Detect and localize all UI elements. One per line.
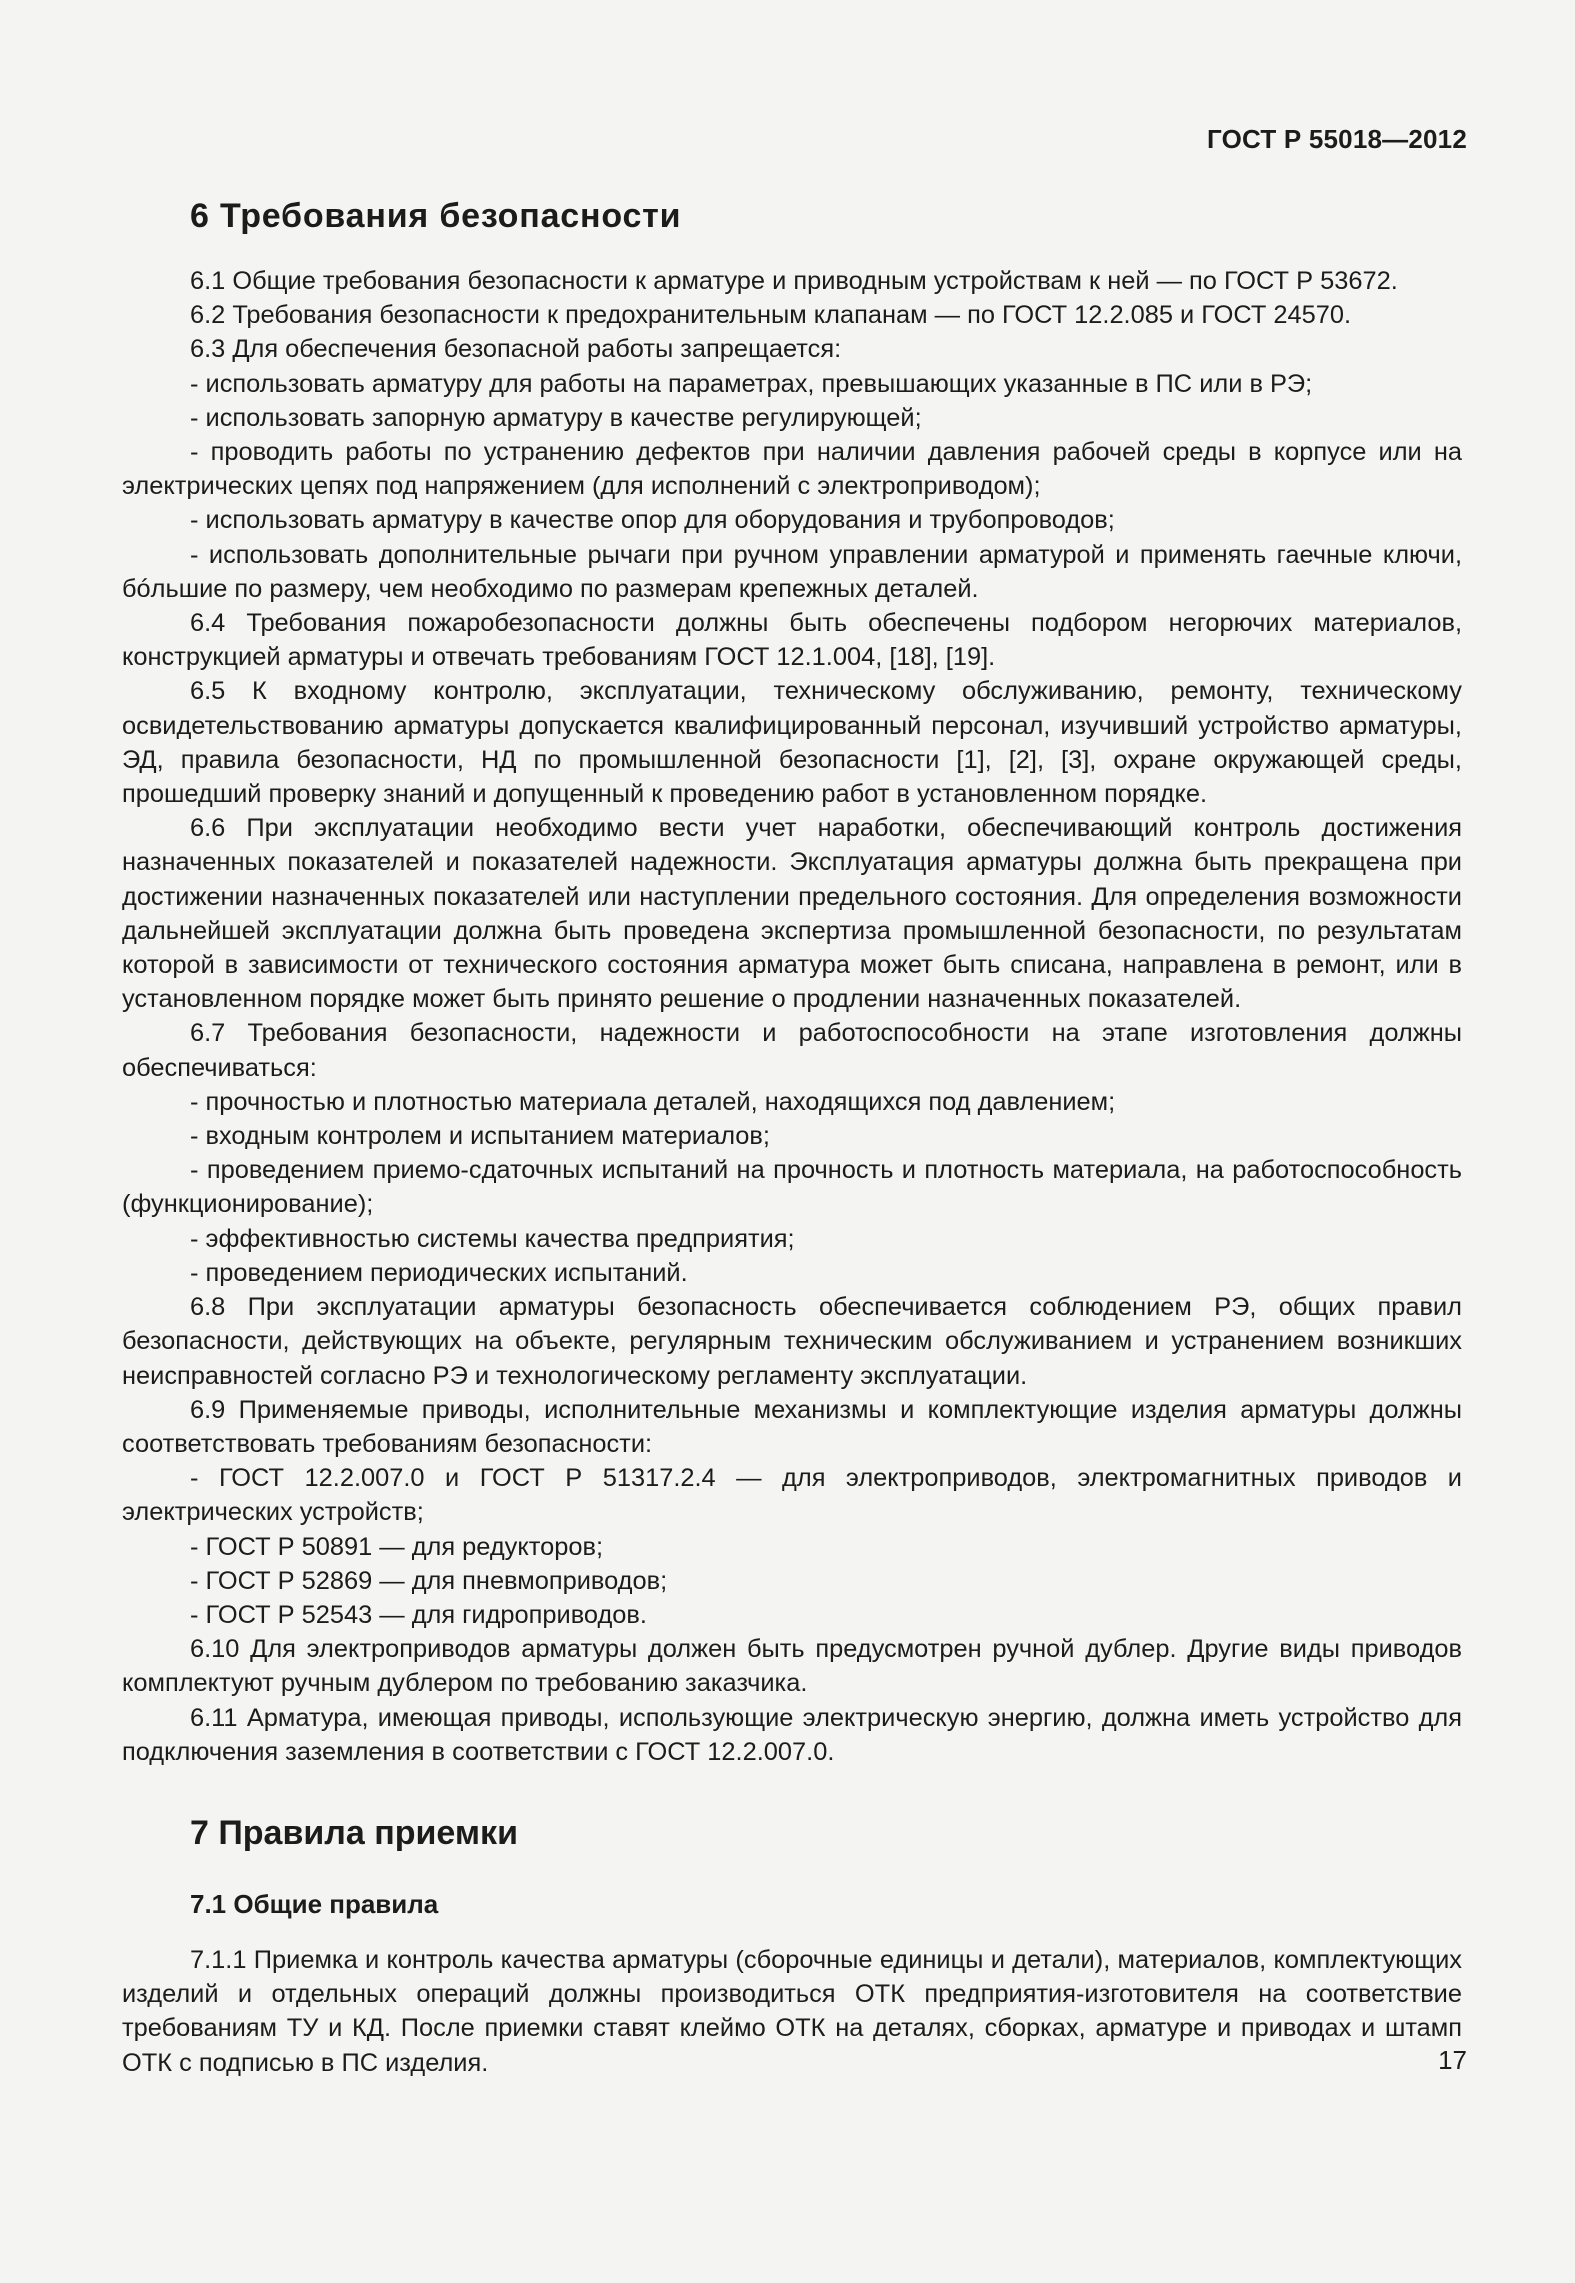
- section-6-heading: 6 Требования безопасности: [190, 197, 682, 235]
- paragraph-6-6: 6.6 При эксплуатации необходимо вести учет наработки, обеспечивающий контроль достижения назначенных показателей и показателей надежности. Эксплуатация арматуры должна быть прекращена при достижении назначенных показателей или наступлении предельного состояния. Для определения возможности дальнейшей эксплуатации должна быть проведена экспертиза промышленной безопасности, по результатам которой в зависимости от технического состояния арматура может быть списана, направлена в ремонт, или в установленном порядке может быть принято решение о продлении назначенных показателей.: [122, 814, 1462, 1014]
- list-item: - прочностью и плотностью материала деталей, находящихся под давлением;: [190, 1087, 1116, 1116]
- list-item: - ГОСТ Р 52869 — для пневмоприводов;: [190, 1566, 668, 1595]
- paragraph-6-1: 6.1 Общие требования безопасности к арматуре и приводным устройствам к ней — по ГОСТ Р 53672.: [190, 267, 1398, 295]
- paragraph-6-7: 6.7 Требования безопасности, надежности и работоспособности на этапе изготовления должны обеспечиваться:: [122, 1019, 1462, 1082]
- list-item: - использовать дополнительные рычаги при ручном управлении арматурой и применять гаечные ключи, бóльшие по размеру, чем необходимо по размерам крепежных деталей.: [122, 540, 1462, 603]
- paragraph-6-3: 6.3 Для обеспечения безопасной работы запрещается:: [190, 335, 842, 364]
- paragraph-6-10: 6.10 Для электроприводов арматуры должен быть предусмотрен ручной дублер. Другие виды приводов комплектуют ручным дублером по требованию заказчика.: [122, 1635, 1462, 1698]
- document-code-header: ГОСТ Р 55018—2012: [1207, 124, 1467, 154]
- page-number: 17: [1438, 2045, 1467, 2075]
- list-item: - проведением приемо-сдаточных испытаний на прочность и плотность материала, на работоспособность (функционирование);: [122, 1156, 1462, 1219]
- list-item: - использовать арматуру для работы на параметрах, превышающих указанные в ПС или в РЭ;: [190, 369, 1313, 398]
- list-item: - эффективностью системы качества предприятия;: [190, 1224, 795, 1253]
- list-item: - проведением периодических испытаний.: [190, 1258, 688, 1287]
- list-item: - использовать арматуру в качестве опор для оборудования и трубопроводов;: [190, 506, 1115, 535]
- paragraph-6-11: 6.11 Арматура, имеющая приводы, использующие электрическую энергию, должна иметь устройство для подключения заземления в соответствии с ГОСТ 12.2.007.0.: [122, 1703, 1462, 1766]
- paragraph-6-8: 6.8 При эксплуатации арматуры безопасность обеспечивается соблюдением РЭ, общих правил безопасности, действующих на объекте, регулярным техническим обслуживанием и устранением возникших неисправностей согласно РЭ и технологическому регламенту эксплуатации.: [122, 1293, 1462, 1390]
- paragraph-6-2: 6.2 Требования безопасности к предохранительным клапанам — по ГОСТ 12.2.085 и ГОСТ 24570.: [190, 301, 1352, 330]
- paragraph-6-4: 6.4 Требования пожаробезопасности должны быть обеспечены подбором негорючих материалов, конструкцией арматуры и отвечать требованиям ГОСТ 12.1.004, [18], [19].: [122, 609, 1462, 672]
- list-item: - проводить работы по устранению дефектов при наличии давления рабочей среды в корпусе или на электрических цепях под напряжением (для исполнений с электроприводом);: [122, 438, 1462, 501]
- list-item: - входным контролем и испытанием материалов;: [190, 1122, 770, 1151]
- subsection-7-1-heading: 7.1 Общие правила: [190, 1888, 439, 1919]
- list-item: - ГОСТ Р 50891 — для редукторов;: [190, 1532, 604, 1561]
- paragraph-6-5: 6.5 К входному контролю, эксплуатации, техническому обслуживанию, ремонту, техническому освидетельствованию арматуры допускается квалифицированный персонал, изучивший устройство арматуры, ЭД, правила безопасности, НД по промышленной безопасности [1], [2], [3], охране окружающей среды, прошедший проверку знаний и допущенный к проведению работ в установленном порядке.: [122, 677, 1462, 809]
- section-7-heading: 7 Правила приемки: [190, 1813, 518, 1852]
- paragraph-7-1-1: 7.1.1 Приемка и контроль качества арматуры (сборочные единицы и детали), материалов, комплектующих изделий и отдельных операций должны производиться ОТК предприятия-изготовителя на соответствие требованиям ТУ и КД. После приемки ставят клеймо ОТК на деталях, сборках, арматуре и приводах и штамп ОТК с подписью в ПС изделия.: [122, 1945, 1462, 2077]
- list-item: - ГОСТ 12.2.007.0 и ГОСТ Р 51317.2.4 — для электроприводов, электромагнитных приводов и электрических устройств;: [122, 1464, 1462, 1527]
- paragraph-6-9: 6.9 Применяемые приводы, исполнительные механизмы и комплектующие изделия арматуры должны соответствовать требованиям безопасности:: [122, 1395, 1462, 1458]
- list-item: - использовать запорную арматуру в качестве регулирующей;: [190, 403, 922, 432]
- page-content: [122, 194, 1462, 2080]
- list-item: - ГОСТ Р 52543 — для гидроприводов.: [190, 1600, 647, 1629]
